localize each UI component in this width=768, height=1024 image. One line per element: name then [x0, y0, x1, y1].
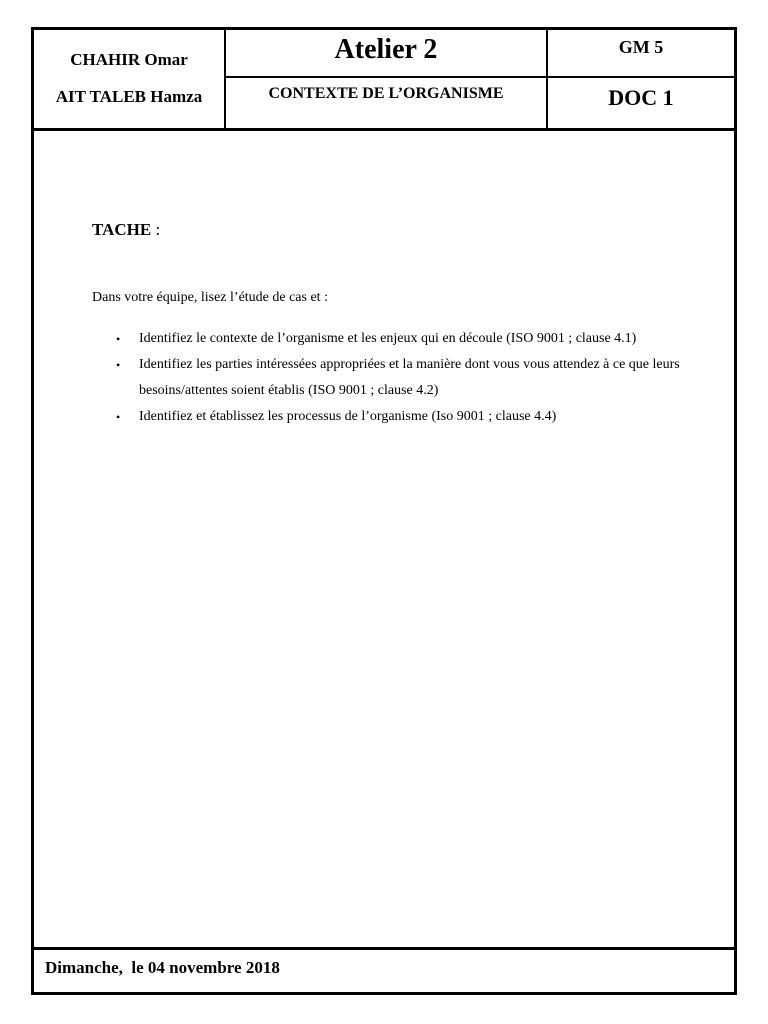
bullet-icon: • [116, 332, 121, 346]
list-item [92, 326, 692, 352]
task-text: Identifiez les parties intéressées appropriées et la manière dont vous vous attendez à ce que leurs besoins/attentes soient établis (ISO 9001 ; clause 4.2) [139, 357, 680, 398]
author-1: CHAHIR Omar [70, 50, 188, 69]
task-text: Identifiez et établissez les processus de l’organisme (Iso 9001 ; clause 4.4) [139, 409, 557, 424]
bullet-icon: • [116, 358, 121, 372]
bullet-icon: • [116, 410, 121, 424]
header-divider [226, 76, 734, 78]
task-intro: Dans votre équipe, lisez l’étude de cas et : [92, 290, 328, 305]
footer-date: Dimanche, le 04 novembre 2018 [45, 958, 280, 977]
task-list [92, 326, 692, 430]
task-label: TACHE [92, 220, 152, 239]
document-frame [31, 27, 737, 995]
group-label: GM 5 [618, 37, 664, 57]
author-2: AIT TALEB Hamza [55, 87, 203, 106]
document-subtitle: CONTEXTE DE L’ORGANISME [268, 85, 504, 102]
footer-row [34, 947, 734, 995]
task-text: Identifiez le contexte de l’organisme et les enjeux qui en découle (ISO 9001 ; clause 4.1) [139, 331, 637, 346]
task-heading [92, 220, 160, 240]
list-item [92, 404, 692, 430]
doc-number: DOC 1 [608, 85, 674, 110]
document-title: Atelier 2 [334, 34, 438, 65]
task-label-suffix: : [151, 220, 161, 239]
list-item [92, 352, 692, 404]
header-table [34, 30, 734, 131]
